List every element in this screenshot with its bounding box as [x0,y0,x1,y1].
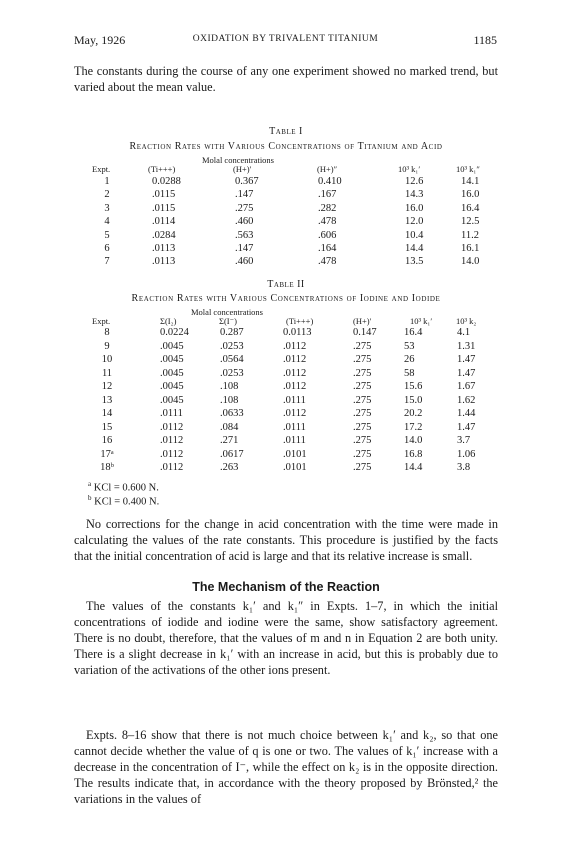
table2-cell: .108 [220,394,239,406]
table1-cell: 12.6 [405,176,424,187]
table2-cell: .271 [220,435,239,446]
table2-cell: 14.4 [404,462,423,473]
table2-cell: 16 [101,435,113,446]
table2-cell: .0111 [283,394,306,406]
table1-group-header: Molal concentrations [202,155,274,165]
table2-cell: 14.0 [404,435,423,446]
table2-cell: .0101 [283,462,307,473]
table2-cell: 3.7 [457,435,471,446]
table2-cell: 16.4 [404,327,423,338]
paragraph-text: No corrections for the change in acid concentration with the time were made in calculating the values of the rate constants. This procedure is justified by the facts that the initial concentration of acid is large and that its relative increase is small. [74,517,498,563]
table1-col-header: (H+)′ [233,164,252,174]
table2-cell: .0112 [283,340,307,352]
header-page-number: 1185 [473,33,497,47]
table1-cell: 13.5 [405,256,424,268]
table1-cell: 16.1 [461,243,480,254]
table2-cell: 10 [101,354,113,365]
header-date: May, 1926 [74,33,126,47]
table1-cell: .0284 [152,229,176,241]
running-header [74,33,497,47]
table2-cell: 3.8 [457,462,471,473]
table1-col-header: (Ti+++) [148,164,176,174]
table1-cell: .0113 [152,256,176,268]
table2-cell: .0045 [160,367,184,379]
table1-col-header: Expt. [92,164,111,174]
table1-cell: 16.4 [461,202,480,214]
table2-col-header: Σ(I⁻) [219,316,237,326]
table1-cell: 11.2 [461,229,479,241]
table1-cell: .282 [318,202,337,214]
table1-col-header: 10³ k₁″ [456,164,480,174]
table2-cell: 18ᵇ [100,462,114,473]
paragraph-text: Expts. 8–16 show that there is not much choice between k₁′ and k₂, so that one cannot decide whether the value of q is one or two. The values of k₁′ increase with a decrease in the concentration of I⁻, while the effect on k₂ is in the opposite direction. The results indicate that, in accordance with the theory proposed by Brönsted,² the variations in the values of [74,728,498,806]
table1-title: Table I [269,126,303,137]
table2-cell: .0253 [220,340,244,352]
table2-title: Table II [267,279,305,290]
table2-cell: .275 [353,340,372,352]
table1-col-header: (H+)″ [317,164,338,174]
table1-cell: 4 [104,216,110,228]
table1-cell: .0114 [152,216,176,228]
table2-cell: 14 [101,408,113,419]
table2-cell: 13 [101,394,113,406]
table1-cell: .563 [235,229,254,241]
table2-cell: .0112 [283,408,307,419]
table2-cell: 16.8 [404,448,423,460]
table2-cell: .275 [353,354,372,365]
table2-cell: 17.2 [404,421,423,433]
table2-cell: 0.0224 [160,327,189,338]
table1-cell: .606 [318,229,337,241]
table2-cell: .0253 [220,367,244,379]
table2-cell: 1.62 [457,394,476,406]
table2-cell: 4.1 [457,327,471,338]
table2-cell: 1.44 [457,408,476,419]
table2-cell: .084 [220,421,239,433]
table1-cell: .460 [235,216,254,228]
table1-cell: 12.0 [405,216,424,228]
table2-footnote [88,480,159,494]
table2-cell: 9 [104,340,110,352]
table2-cell: .0045 [160,394,184,406]
table1-col-header: 10³ k₁′ [398,164,421,174]
table2-cell: .263 [220,462,239,473]
table2-cell: .275 [353,367,372,379]
table1-cell: .167 [318,189,337,201]
table1-cell: 0.410 [318,176,342,187]
table2-cell: .0112 [160,448,184,460]
table1-cell: 5 [104,229,110,241]
table1-cell: .478 [318,256,337,268]
table2-cell: 1.47 [457,367,476,379]
intro-paragraph: The constants during the course of any one experiment showed no marked trend, but varied about the mean value. [74,64,498,94]
table2-cell: .0112 [160,421,184,433]
table2-cell: .275 [353,435,372,446]
footnote-text: KCl = 0.400 N. [94,496,160,508]
table1-cell: .164 [318,243,337,254]
table2-col-header: Expt. [92,316,111,326]
table1-cell: .0115 [152,189,176,201]
table2-col-header: 10³ k₁′ [410,316,433,326]
expts-paragraph [74,727,498,807]
table2-cell: 0.147 [353,327,377,338]
table1-cell: 14.0 [461,256,480,268]
table1-cell: 10.4 [405,229,424,241]
table1-cell: 12.5 [461,216,480,228]
table2-cell: 1.06 [457,448,476,460]
table1-cell: 0.367 [235,176,259,187]
table2-cell: 0.287 [220,327,244,338]
table2-cell: .0111 [283,421,306,433]
table1-cell: 3 [104,202,110,214]
footnote-mark: a [88,480,92,488]
table2-cell: .0617 [220,448,244,460]
table1-cell: .460 [235,256,254,268]
footnote-mark: b [88,494,92,502]
table2-cell: .0111 [160,408,183,419]
table2-group-header: Molal concentrations [191,307,263,317]
table1-caption: Reaction Rates with Various Concentrations of Titanium and Acid [129,141,443,152]
table2-col-header: (H+)′ [353,316,372,326]
table2-cell: 1.67 [457,381,476,392]
table2-cell: 8 [104,327,110,338]
corrections-paragraph [74,516,498,564]
table2-cell: 20.2 [404,408,423,419]
table2-cell: .275 [353,462,372,473]
table2-cell: .0101 [283,448,307,460]
table2-cell: .275 [353,408,372,419]
table2-cell: 15.6 [404,381,423,392]
table1-cell: 0.0288 [152,176,181,187]
table2-cell: 17ᵃ [100,448,114,460]
table2-cell: .0045 [160,381,184,392]
table2-cell: .0564 [220,354,244,365]
table2-cell: 26 [404,354,415,365]
table1-cell: 1 [104,176,110,187]
table2-col-header: Σ(I₂) [160,316,177,326]
table2-cell: 1.47 [457,354,476,365]
table2-cell: .0045 [160,340,184,352]
table2-cell: .0045 [160,354,184,365]
table2-cell: .275 [353,421,372,433]
table1-cell: 2 [104,189,110,201]
footnote-text: KCl = 0.600 N. [93,482,159,494]
table2-col-header: 10³ k₂ [456,316,477,326]
table2-cell: 11 [101,367,113,379]
table2-cell: 53 [404,340,415,352]
table2-cell: .275 [353,448,372,460]
table1-cell: 14.1 [461,176,480,187]
table2-cell: .275 [353,394,372,406]
paragraph-text: The values of the constants k₁′ and k₁″ in Expts. 1–7, in which the initial concentrations of iodide and iodine were the same, show satisfactory agreement. There is no doubt, therefore, that the values of m and n in Equation 2 are both unity. There is a slight decrease in k₁′ with an increase in acid, but this is probably due to variation of the activations of the other ions present. [74,599,498,677]
table2-cell: 0.0113 [283,327,312,338]
table1-cell: 16.0 [461,189,480,201]
table1-cell: 7 [104,256,110,268]
table2-cell: .0112 [283,354,307,365]
table1-cell: 14.4 [405,243,424,254]
table2-cell: 1.31 [457,340,476,352]
table1-cell: 14.3 [405,189,424,201]
table1-cell: .147 [235,243,254,254]
table2-cell: .0112 [283,381,307,392]
table2-cell: 58 [404,367,415,379]
table2-cell: .0112 [160,435,184,446]
table2-caption: Reaction Rates with Various Concentrations of Iodine and Iodide [131,293,441,304]
table2-cell: .0633 [220,408,244,419]
table2-cell: .108 [220,381,239,392]
table2-cell: 15.0 [404,394,423,406]
table1-cell: .275 [235,202,254,214]
table2-cell: .0111 [283,435,306,446]
header-running-title: OXIDATION BY TRIVALENT TITANIUM [192,34,379,44]
table1-cell: .478 [318,216,337,228]
table2-cell: 1.47 [457,421,476,433]
table1-cell: 16.0 [405,202,424,214]
table2-cell: .0112 [283,367,307,379]
table2-footnote [88,494,159,508]
table2-col-header: (Ti+++) [286,316,314,326]
table1-cell: 6 [104,243,110,254]
table2-cell: 12 [101,381,113,392]
table2-cell: 15 [101,421,113,433]
table1-cell: .147 [235,189,254,201]
table2-cell: .0112 [160,462,184,473]
section-heading: The Mechanism of the Reaction [192,580,380,594]
mechanism-paragraph [74,598,498,678]
table1-cell: .0113 [152,243,176,254]
table1-cell: .0115 [152,202,176,214]
table2-cell: .275 [353,381,372,392]
